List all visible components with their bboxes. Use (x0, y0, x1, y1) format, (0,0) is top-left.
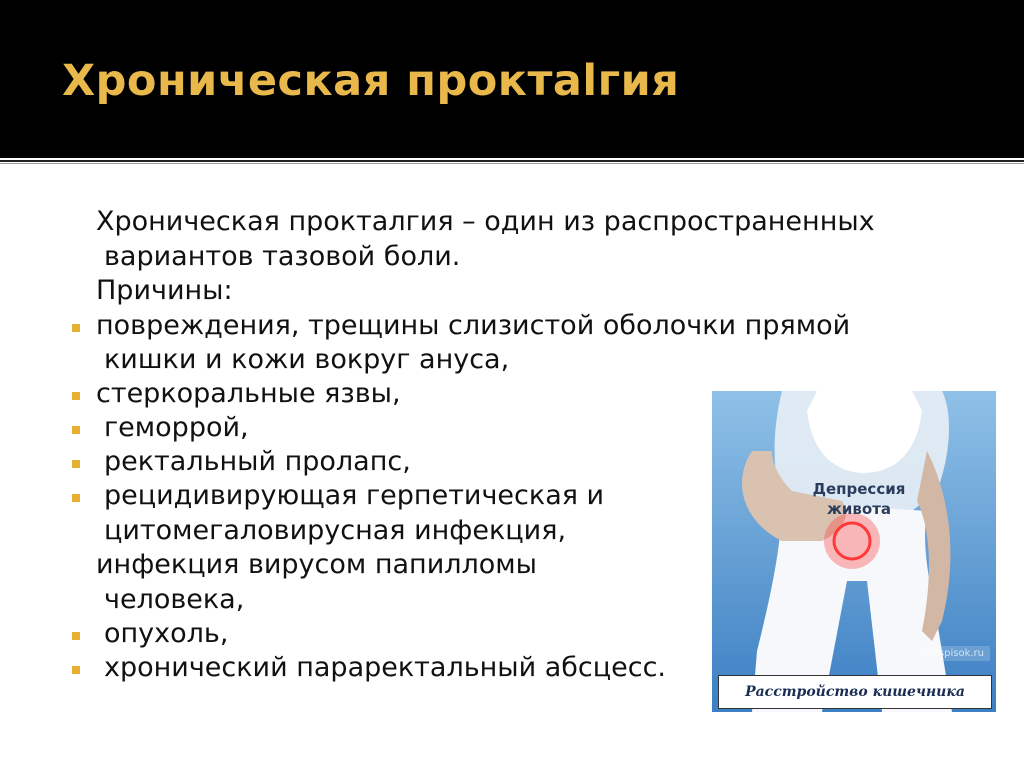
bullet-icon (72, 392, 80, 400)
cause-item-6-line-2: человека, (104, 584, 245, 615)
image-caption: Расстройство кишечника (745, 684, 965, 700)
bullet-icon (72, 324, 80, 332)
slide-title: Хроническая проктalгия (62, 56, 680, 106)
cause-item-5-line-2: цитомегаловирусная инфекция, (104, 515, 567, 546)
woman-figure-icon (712, 391, 996, 712)
cause-item-6-line-1: инфекция вирусом папилломы (96, 549, 537, 580)
cause-item-4: ректальный пролапс, (104, 446, 411, 477)
cause-item-8: хронический парaректальный абсцесс. (104, 652, 667, 683)
cause-item-1-line-2: кишки и кожи вокруг ануса, (104, 344, 510, 375)
intro-line-1: Хроническая проктaлгия – один из распространенных (96, 206, 875, 237)
bullet-icon (72, 460, 80, 468)
image-label: Депрессия живота (812, 480, 906, 518)
abdominal-pain-illustration (712, 391, 996, 712)
bullet-icon (72, 632, 80, 640)
cause-item-3: геморрой, (104, 412, 249, 443)
cause-item-7: опухоль, (104, 618, 229, 649)
cause-item-1-line-1: повреждения, трещины слизистой оболочки прямой (96, 310, 851, 341)
cause-item-5-line-1: рецидивирующая герпетическая и (104, 480, 605, 511)
cause-item-2: стеркоральные язвы, (96, 378, 401, 409)
image-watermark: lifespisok.ru (918, 646, 990, 661)
bullet-icon (72, 494, 80, 502)
bullet-icon (72, 426, 80, 434)
intro-line-2: вариантов тазовой боли. (104, 241, 461, 272)
image-caption-box (718, 675, 992, 709)
bullet-icon (72, 666, 80, 674)
causes-label: Причины: (96, 275, 233, 306)
